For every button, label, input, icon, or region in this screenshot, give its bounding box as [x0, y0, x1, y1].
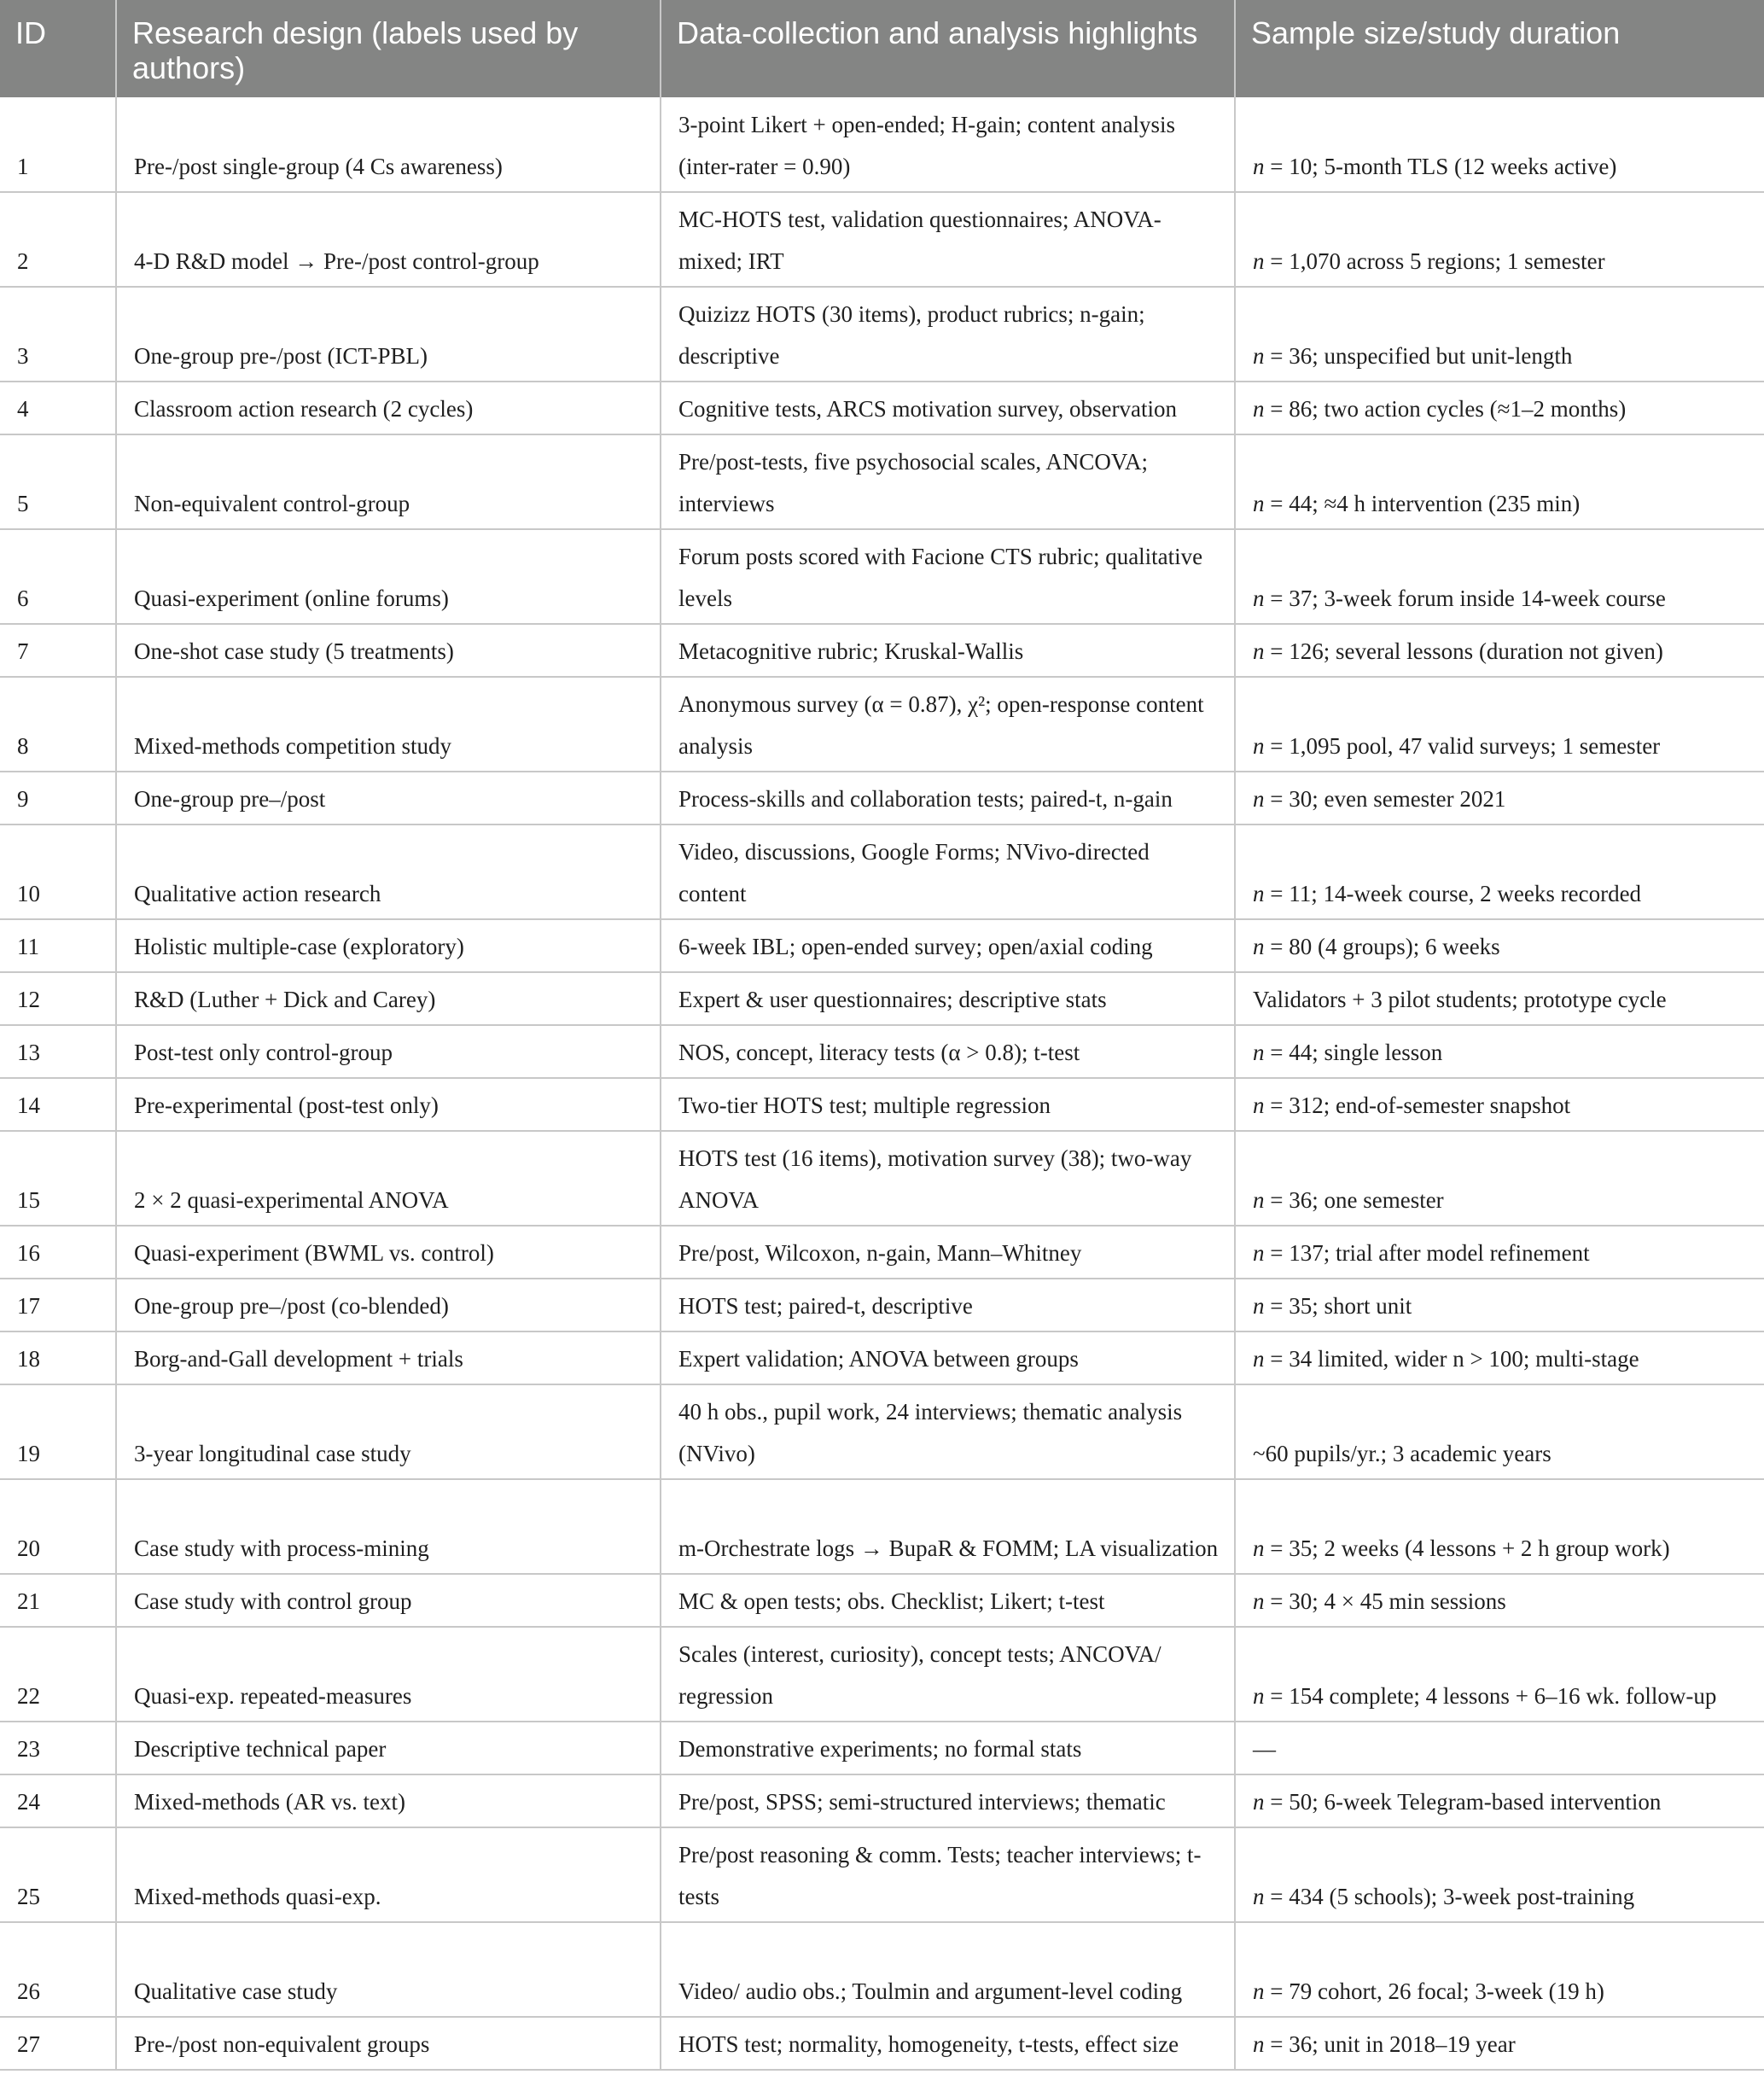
header-id: ID — [0, 0, 116, 97]
cell-research-design: 4-D R&D model → Pre-/post control-group — [116, 192, 661, 287]
cell-research-design: Non-equivalent control-group — [116, 434, 661, 529]
sample-n-symbol: n — [1253, 2031, 1265, 2057]
cell-data-collection: 3-point Likert + open-ended; H-gain; content analysis (inter-rater = 0.90) — [661, 97, 1235, 192]
cell-sample-size — [1235, 2017, 1764, 2070]
cell-id: 18 — [0, 1331, 116, 1384]
cell-sample-size — [1235, 97, 1764, 192]
cell-research-design: Pre-/post single-group (4 Cs awareness) — [116, 97, 661, 192]
cell-research-design: One-group pre-/post (ICT-PBL) — [116, 287, 661, 382]
table-row — [0, 1078, 1764, 1131]
cell-data-collection: Pre/post, SPSS; semi-structured interviews; thematic — [661, 1774, 1235, 1827]
cell-research-design: Quasi-experiment (BWML vs. control) — [116, 1226, 661, 1279]
sample-text: — — [1253, 1736, 1276, 1762]
cell-data-collection: HOTS test (16 items), motivation survey (38); two-way ANOVA — [661, 1131, 1235, 1226]
table-row — [0, 1722, 1764, 1774]
table-row — [0, 382, 1764, 434]
cell-id: 2 — [0, 192, 116, 287]
cell-id: 22 — [0, 1627, 116, 1722]
cell-sample-size — [1235, 1384, 1764, 1479]
cell-data-collection: Demonstrative experiments; no formal stats — [661, 1722, 1235, 1774]
cell-research-design: Case study with process-mining — [116, 1479, 661, 1574]
cell-id: 1 — [0, 97, 116, 192]
sample-text: = 11; 14-week course, 2 weeks recorded — [1264, 881, 1642, 906]
sample-text: = 34 limited, wider n > 100; multi-stage — [1264, 1346, 1639, 1372]
sample-n-symbol: n — [1253, 1346, 1265, 1372]
cell-sample-size — [1235, 287, 1764, 382]
cell-id: 25 — [0, 1827, 116, 1922]
cell-data-collection: Video, discussions, Google Forms; NVivo-directed content — [661, 824, 1235, 919]
header-row — [0, 0, 1764, 97]
cell-data-collection: Quizizz HOTS (30 items), product rubrics; n-gain; descriptive — [661, 287, 1235, 382]
cell-sample-size — [1235, 1078, 1764, 1131]
header-data-collection: Data-collection and analysis highlights — [661, 0, 1235, 97]
cell-data-collection: Pre/post, Wilcoxon, n-gain, Mann–Whitney — [661, 1226, 1235, 1279]
cell-research-design: Pre-experimental (post-test only) — [116, 1078, 661, 1131]
table-row — [0, 972, 1764, 1025]
cell-research-design: Qualitative action research — [116, 824, 661, 919]
sample-n-symbol: n — [1253, 1535, 1265, 1561]
cell-sample-size — [1235, 1226, 1764, 1279]
sample-n-symbol: n — [1253, 343, 1265, 369]
cell-id: 15 — [0, 1131, 116, 1226]
cell-research-design: Descriptive technical paper — [116, 1722, 661, 1774]
table-row — [0, 1827, 1764, 1922]
cell-data-collection: Two-tier HOTS test; multiple regression — [661, 1078, 1235, 1131]
table-row — [0, 772, 1764, 824]
table-row — [0, 677, 1764, 772]
cell-id: 21 — [0, 1574, 116, 1627]
cell-sample-size — [1235, 192, 1764, 287]
cell-research-design: One-shot case study (5 treatments) — [116, 624, 661, 677]
cell-research-design: Mixed-methods competition study — [116, 677, 661, 772]
cell-data-collection: 40 h obs., pupil work, 24 interviews; thematic analysis (NVivo) — [661, 1384, 1235, 1479]
sample-n-symbol: n — [1253, 1293, 1265, 1319]
cell-research-design: Borg-and-Gall development + trials — [116, 1331, 661, 1384]
cell-id: 9 — [0, 772, 116, 824]
sample-text: = 86; two action cycles (≈1–2 months) — [1264, 396, 1627, 422]
cell-research-design: Classroom action research (2 cycles) — [116, 382, 661, 434]
cell-sample-size — [1235, 1131, 1764, 1226]
sample-n-symbol: n — [1253, 586, 1265, 611]
cell-data-collection: Process-skills and collaboration tests; paired-t, n-gain — [661, 772, 1235, 824]
table-row — [0, 287, 1764, 382]
sample-text: = 434 (5 schools); 3-week post-training — [1264, 1884, 1635, 1909]
table-row — [0, 1922, 1764, 2017]
sample-text: = 10; 5-month TLS (12 weeks active) — [1264, 154, 1617, 179]
table-row — [0, 1025, 1764, 1078]
sample-text: = 1,070 across 5 regions; 1 semester — [1264, 248, 1605, 274]
sample-n-symbol: n — [1253, 934, 1265, 959]
cell-data-collection: m-Orchestrate logs → BupaR & FOMM; LA visualization — [661, 1479, 1235, 1574]
cell-data-collection: Scales (interest, curiosity), concept tests; ANCOVA/ regression — [661, 1627, 1235, 1722]
cell-sample-size — [1235, 1774, 1764, 1827]
sample-text: ~60 pupils/yr.; 3 academic years — [1253, 1441, 1552, 1466]
cell-research-design: Post-test only control-group — [116, 1025, 661, 1078]
cell-id: 27 — [0, 2017, 116, 2070]
cell-sample-size — [1235, 1722, 1764, 1774]
cell-id: 14 — [0, 1078, 116, 1131]
cell-id: 24 — [0, 1774, 116, 1827]
table-row — [0, 1384, 1764, 1479]
sample-text: = 36; unit in 2018–19 year — [1264, 2031, 1516, 2057]
cell-data-collection: NOS, concept, literacy tests (α > 0.8); t-test — [661, 1025, 1235, 1078]
cell-id: 20 — [0, 1479, 116, 1574]
cell-data-collection: Pre/post reasoning & comm. Tests; teacher interviews; t-tests — [661, 1827, 1235, 1922]
cell-data-collection: Video/ audio obs.; Toulmin and argument-level coding — [661, 1922, 1235, 2017]
header-sample-size: Sample size/study duration — [1235, 0, 1764, 97]
cell-sample-size — [1235, 972, 1764, 1025]
table-row — [0, 2017, 1764, 2070]
sample-text: = 79 cohort, 26 focal; 3-week (19 h) — [1264, 1978, 1604, 2004]
cell-id: 26 — [0, 1922, 116, 2017]
cell-sample-size — [1235, 1279, 1764, 1331]
cell-research-design: 3-year longitudinal case study — [116, 1384, 661, 1479]
cell-id: 16 — [0, 1226, 116, 1279]
cell-id: 4 — [0, 382, 116, 434]
table-row — [0, 529, 1764, 624]
cell-data-collection: Cognitive tests, ARCS motivation survey, observation — [661, 382, 1235, 434]
table-row — [0, 919, 1764, 972]
sample-n-symbol: n — [1253, 396, 1265, 422]
sample-text: = 44; single lesson — [1264, 1040, 1443, 1065]
header-research-design: Research design (labels used by authors) — [116, 0, 661, 97]
cell-id: 13 — [0, 1025, 116, 1078]
table-row — [0, 1574, 1764, 1627]
cell-sample-size — [1235, 1827, 1764, 1922]
sample-text: = 36; unspecified but unit-length — [1264, 343, 1573, 369]
cell-sample-size — [1235, 1479, 1764, 1574]
table-row — [0, 1331, 1764, 1384]
sample-n-symbol: n — [1253, 638, 1265, 664]
cell-research-design: Quasi-exp. repeated-measures — [116, 1627, 661, 1722]
table-row — [0, 1131, 1764, 1226]
sample-n-symbol: n — [1253, 1187, 1265, 1213]
cell-data-collection: MC & open tests; obs. Checklist; Likert; t-test — [661, 1574, 1235, 1627]
cell-sample-size — [1235, 529, 1764, 624]
cell-research-design: 2 × 2 quasi-experimental ANOVA — [116, 1131, 661, 1226]
cell-sample-size — [1235, 1922, 1764, 2017]
sample-n-symbol: n — [1253, 1093, 1265, 1118]
cell-data-collection: Anonymous survey (α = 0.87), χ²; open-response content analysis — [661, 677, 1235, 772]
cell-research-design: Mixed-methods quasi-exp. — [116, 1827, 661, 1922]
cell-id: 3 — [0, 287, 116, 382]
cell-data-collection: HOTS test; paired-t, descriptive — [661, 1279, 1235, 1331]
cell-data-collection: MC-HOTS test, validation questionnaires; ANOVA-mixed; IRT — [661, 192, 1235, 287]
sample-text: Validators + 3 pilot students; prototype cycle — [1253, 987, 1667, 1012]
cell-id: 19 — [0, 1384, 116, 1479]
cell-id: 7 — [0, 624, 116, 677]
cell-sample-size — [1235, 919, 1764, 972]
cell-sample-size — [1235, 382, 1764, 434]
cell-data-collection: Expert validation; ANOVA between groups — [661, 1331, 1235, 1384]
cell-research-design: One-group pre–/post (co-blended) — [116, 1279, 661, 1331]
table-row — [0, 434, 1764, 529]
sample-text: = 312; end-of-semester snapshot — [1264, 1093, 1571, 1118]
sample-n-symbol: n — [1253, 881, 1265, 906]
cell-sample-size — [1235, 1331, 1764, 1384]
sample-text: = 36; one semester — [1264, 1187, 1444, 1213]
sample-n-symbol: n — [1253, 1588, 1265, 1614]
sample-n-symbol: n — [1253, 1240, 1265, 1266]
sample-n-symbol: n — [1253, 1683, 1265, 1709]
sample-text: = 30; even semester 2021 — [1264, 786, 1506, 812]
sample-text: = 35; 2 weeks (4 lessons + 2 h group work) — [1264, 1535, 1670, 1561]
table-row — [0, 97, 1764, 192]
cell-id: 10 — [0, 824, 116, 919]
sample-text: = 154 complete; 4 lessons + 6–16 wk. follow-up — [1264, 1683, 1717, 1709]
sample-text: = 35; short unit — [1264, 1293, 1412, 1319]
sample-n-symbol: n — [1253, 154, 1265, 179]
sample-text: = 37; 3-week forum inside 14-week course — [1264, 586, 1666, 611]
sample-n-symbol: n — [1253, 1884, 1265, 1909]
cell-sample-size — [1235, 772, 1764, 824]
table-row — [0, 824, 1764, 919]
sample-text: = 50; 6-week Telegram-based intervention — [1264, 1789, 1662, 1815]
cell-research-design: Mixed-methods (AR vs. text) — [116, 1774, 661, 1827]
sample-n-symbol: n — [1253, 1789, 1265, 1815]
table-row — [0, 1627, 1764, 1722]
cell-data-collection: Forum posts scored with Facione CTS rubric; qualitative levels — [661, 529, 1235, 624]
cell-research-design: Pre-/post non-equivalent groups — [116, 2017, 661, 2070]
sample-n-symbol: n — [1253, 733, 1265, 759]
cell-sample-size — [1235, 624, 1764, 677]
table-row — [0, 624, 1764, 677]
table-row — [0, 1226, 1764, 1279]
cell-id: 6 — [0, 529, 116, 624]
cell-id: 12 — [0, 972, 116, 1025]
sample-text: = 126; several lessons (duration not given) — [1264, 638, 1663, 664]
cell-research-design: Case study with control group — [116, 1574, 661, 1627]
cell-research-design: Qualitative case study — [116, 1922, 661, 2017]
table-row — [0, 1279, 1764, 1331]
sample-n-symbol: n — [1253, 1040, 1265, 1065]
cell-id: 5 — [0, 434, 116, 529]
sample-n-symbol: n — [1253, 248, 1265, 274]
cell-id: 8 — [0, 677, 116, 772]
sample-n-symbol: n — [1253, 1978, 1265, 2004]
cell-data-collection: HOTS test; normality, homogeneity, t-tests, effect size — [661, 2017, 1235, 2070]
sample-n-symbol: n — [1253, 786, 1265, 812]
cell-research-design: Holistic multiple-case (exploratory) — [116, 919, 661, 972]
cell-id: 17 — [0, 1279, 116, 1331]
table-row — [0, 192, 1764, 287]
cell-data-collection: 6-week IBL; open-ended survey; open/axial coding — [661, 919, 1235, 972]
cell-id: 11 — [0, 919, 116, 972]
table-row — [0, 1479, 1764, 1574]
cell-data-collection: Metacognitive rubric; Kruskal-Wallis — [661, 624, 1235, 677]
cell-sample-size — [1235, 1627, 1764, 1722]
cell-sample-size — [1235, 677, 1764, 772]
cell-research-design: One-group pre–/post — [116, 772, 661, 824]
cell-research-design: Quasi-experiment (online forums) — [116, 529, 661, 624]
sample-text: = 137; trial after model refinement — [1264, 1240, 1590, 1266]
cell-sample-size — [1235, 1574, 1764, 1627]
sample-text: = 44; ≈4 h intervention (235 min) — [1264, 491, 1581, 516]
sample-text: = 30; 4 × 45 min sessions — [1264, 1588, 1506, 1614]
table-row — [0, 1774, 1764, 1827]
cell-data-collection: Pre/post-tests, five psychosocial scales, ANCOVA; interviews — [661, 434, 1235, 529]
sample-text: = 80 (4 groups); 6 weeks — [1264, 934, 1500, 959]
sample-n-symbol: n — [1253, 491, 1265, 516]
cell-id: 23 — [0, 1722, 116, 1774]
sample-text: = 1,095 pool, 47 valid surveys; 1 semester — [1264, 733, 1661, 759]
cell-data-collection: Expert & user questionnaires; descriptive stats — [661, 972, 1235, 1025]
cell-research-design: R&D (Luther + Dick and Carey) — [116, 972, 661, 1025]
cell-sample-size — [1235, 824, 1764, 919]
cell-sample-size — [1235, 434, 1764, 529]
cell-sample-size — [1235, 1025, 1764, 1078]
